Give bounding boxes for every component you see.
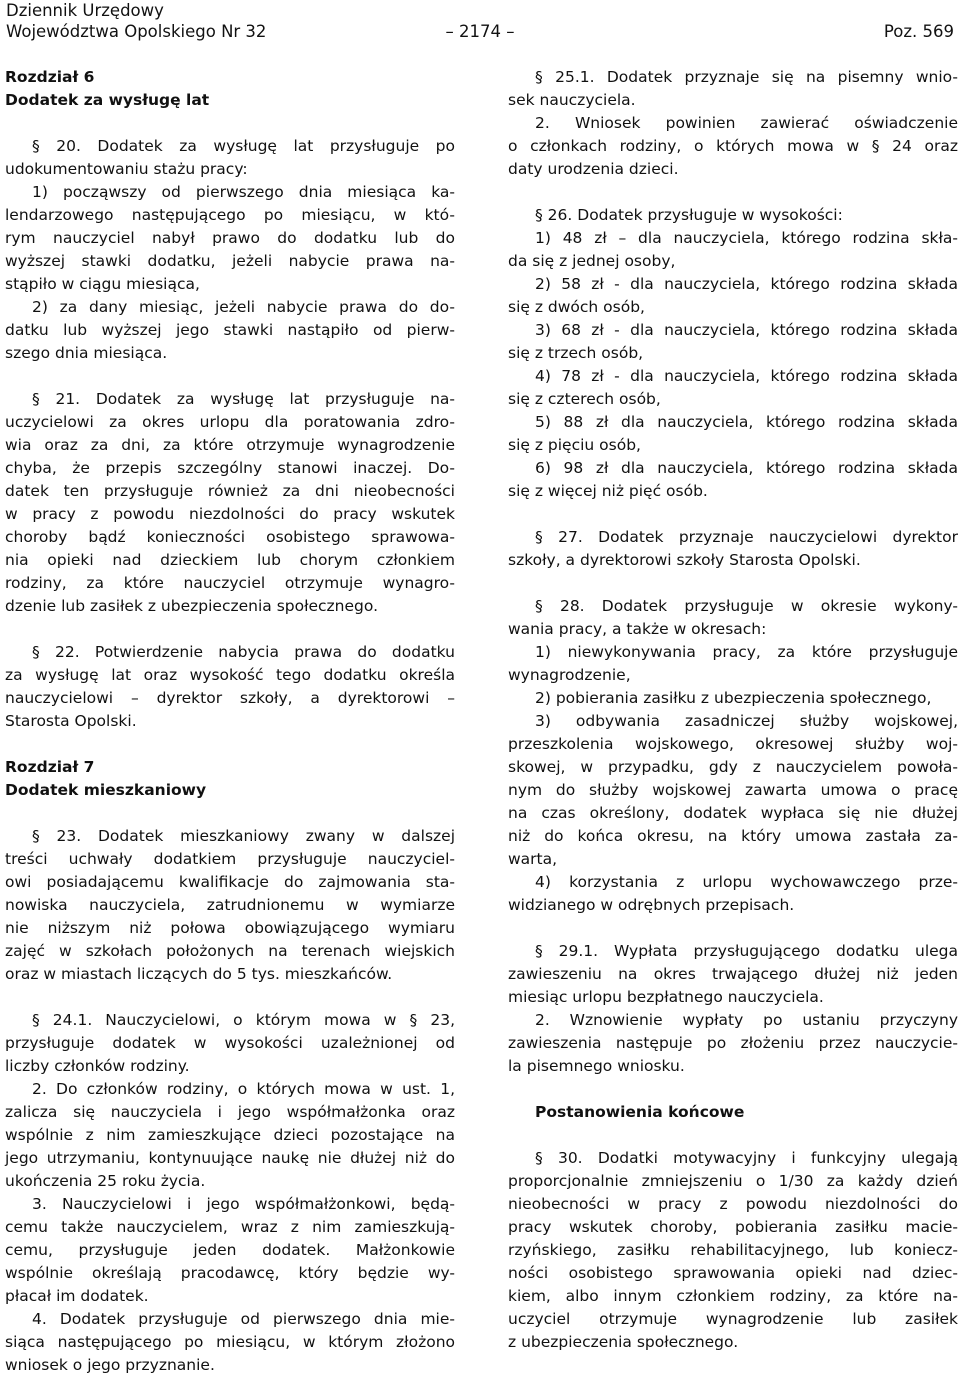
text-line: wia oraz za dni, za które otrzymuje wynagrodzenie: [5, 436, 455, 454]
text-line: za wysługę lat oraz wysokość tego dodatku określa: [5, 666, 455, 684]
text-line: rzyńskiego, zasiłku rehabilitacyjnego, lub koniecz-: [508, 1241, 958, 1259]
section-23: [5, 825, 455, 986]
text-line: nieobecności w pracy z powodu niezdolności do: [508, 1195, 958, 1213]
text-line: warta,: [508, 850, 558, 868]
text-line: 4. Dodatek przysługuje od pierwszego dnia mie-: [32, 1310, 455, 1328]
text-line: sek nauczyciela.: [508, 91, 636, 109]
text-line: zawieszeniu na okres trwającego dłużej niż jeden: [508, 965, 958, 983]
text-line: płacał im dodatek.: [5, 1287, 149, 1305]
text-line: się z dwóch osób,: [508, 298, 645, 316]
text-line: § 23. Dodatek mieszkaniowy zwany w dalszej: [32, 827, 455, 845]
section-22: [5, 641, 455, 733]
text-line: miesiąc urlopu bezpłatnego nauczyciela.: [508, 988, 824, 1006]
text-line: choroby bądź konieczności osobistego sprawowa-: [5, 528, 455, 546]
text-line: oraz w miastach liczących do 5 tys. mieszkańców.: [5, 965, 393, 983]
text-line: pracy wskutek choroby, pobierania zasiłku macie-: [508, 1218, 958, 1236]
text-line: się z więcej niż pięć osób.: [508, 482, 708, 500]
page-number: – 2174 –: [445, 22, 515, 41]
text-line: ności osobistego sprawowania opieki nad dziec-: [508, 1264, 958, 1282]
text-line: zalicza się nauczyciela i jego współmałżonka oraz: [5, 1103, 455, 1121]
text-line: się z czterech osób,: [508, 390, 661, 408]
left-column: [5, 66, 455, 1377]
text-line: nowiska nauczyciela, zatrudnionemu w wymiarze: [5, 896, 455, 914]
text-line: 2. Wniosek powinien zawierać oświadczenie: [535, 114, 958, 132]
text-line: 2. Do członków rodziny, o których mowa w ust. 1,: [32, 1080, 455, 1098]
text-line: 3) odbywania zasadniczej służby wojskowej,: [535, 712, 958, 730]
chapter-6-subtitle: Dodatek za wysługę lat: [5, 91, 210, 109]
text-line: Starosta Opolski.: [5, 712, 137, 730]
text-line: skowej, w przypadku, gdy z nauczycielem powoła-: [508, 758, 958, 776]
text-line: § 26. Dodatek przysługuje w wysokości:: [535, 206, 843, 224]
text-line: 1) począwszy od pierwszego dnia miesiąca ka-: [32, 183, 455, 201]
text-line: wyższej stawki dodatku, jeżeli nabycie prawa na-: [5, 252, 455, 270]
text-line: 5) 88 zł dla nauczyciela, którego rodzina składa: [535, 413, 958, 431]
text-line: 2. Wznowienie wypłaty po ustaniu przyczyny: [535, 1011, 958, 1029]
section-21: [5, 388, 455, 618]
position-number: Poz. 569: [883, 22, 954, 41]
text-line: § 29.1. Wypłata przysługującego dodatku ulega: [535, 942, 958, 960]
text-line: przeszkolenia wojskowego, okresowej służby woj-: [508, 735, 958, 753]
chapter-7-subtitle: Dodatek mieszkaniowy: [5, 781, 207, 799]
text-line: 4) 78 zł - dla nauczyciela, którego rodzina składa: [535, 367, 958, 385]
section-20: [5, 135, 455, 365]
text-line: da się z jednej osoby,: [508, 252, 676, 270]
final-provisions-title: Postanowienia końcowe: [535, 1103, 745, 1121]
section-24: [5, 1009, 455, 1377]
text-line: wspólnie określają pracodawcę, który będzie wy-: [5, 1264, 455, 1282]
text-line: 3. Nauczycielowi i jego współmałżonkowi, będą-: [32, 1195, 455, 1213]
text-line: na czas określony, dodatek wypłaca się nie dłużej: [508, 804, 958, 822]
text-line: § 30. Dodatki motywacyjny i funkcyjny ulegają: [535, 1149, 958, 1167]
text-line: lendarzowego następującego po miesiącu, w któ-: [5, 206, 455, 224]
text-line: w pracy z powodu niezdolności do pracy wskutek: [5, 505, 455, 523]
text-line: się z pięciu osób,: [508, 436, 641, 454]
section-28: [508, 595, 958, 917]
text-line: 1) 48 zł – dla nauczyciela, którego rodzina skła-: [535, 229, 958, 247]
text-line: nia opieki nad dzieckiem lub chorym członkiem: [5, 551, 455, 569]
text-line: 6) 98 zł dla nauczyciela, którego rodzina składa: [535, 459, 958, 477]
chapter-6-title: Rozdział 6: [5, 68, 95, 86]
text-line: § 28. Dodatek przysługuje w okresie wykony-: [535, 597, 958, 615]
text-line: ukończenia 25 roku życia.: [5, 1172, 206, 1190]
text-line: nauczycielowi – dyrektor szkoły, a dyrektorowi –: [5, 689, 455, 707]
text-line: wspólnie z nim zamieszkujące dzieci pozostające na: [5, 1126, 455, 1144]
text-line: o członkach rodziny, o których mowa w § 24 oraz: [508, 137, 958, 155]
journal-subtitle: Województwa Opolskiego Nr 32: [6, 22, 267, 41]
text-line: uczyciel otrzymuje wynagrodzenie lub zasiłek: [508, 1310, 958, 1328]
text-line: cemu także nauczycielem, wraz z nim zamieszkują-: [5, 1218, 455, 1236]
text-line: szkoły, a dyrektorowi szkoły Starosta Opolski.: [508, 551, 861, 569]
text-line: proporcjonalnie zmniejszeniu o 1/30 za każdy dzień: [508, 1172, 958, 1190]
page-header: [6, 0, 954, 42]
text-line: chyba, że przepis szczególny stanowi inaczej. Do-: [5, 459, 455, 477]
text-line: 1) niewykonywania pracy, za które przysługuje: [535, 643, 958, 661]
text-line: 4) korzystania z urlopu wychowawczego prze-: [535, 873, 958, 891]
text-line: przysługuje dodatek w wysokości uzależnionej od: [5, 1034, 455, 1052]
text-line: 2) 58 zł - dla nauczyciela, którego rodzina składa: [535, 275, 958, 293]
text-line: widzianego w odrębnych przepisach.: [508, 896, 795, 914]
text-line: szego dnia miesiąca.: [5, 344, 168, 362]
text-line: nie niższym niż połowa obowiązującego wymiaru: [5, 919, 455, 937]
text-line: § 27. Dodatek przyznaje nauczycielowi dyrektor: [535, 528, 958, 546]
text-line: dzenie lub zasiłek z ubezpieczenia społecznego.: [5, 597, 379, 615]
text-line: liczby członków rodziny.: [5, 1057, 190, 1075]
section-27: [508, 526, 958, 572]
text-line: niż do końca okresu, na który umowa zastała za-: [508, 827, 958, 845]
text-line: § 22. Potwierdzenie nabycia prawa do dodatku: [32, 643, 455, 661]
text-line: daty urodzenia dzieci.: [508, 160, 679, 178]
text-line: wynagrodzenie,: [508, 666, 631, 684]
text-line: rodziny, za które nauczyciel otrzymuje wynagro-: [5, 574, 455, 592]
text-line: § 21. Dodatek za wysługę lat przysługuje na-: [32, 390, 455, 408]
text-line: rym nauczyciel nabył prawo do dodatku lub do: [5, 229, 455, 247]
chapter-7-title: Rozdział 7: [5, 758, 95, 776]
text-line: treści uchwały dodatkiem przysługuje nauczyciel-: [5, 850, 455, 868]
section-30: [508, 1147, 958, 1354]
text-line: kiem, albo innym członkiem rodziny, za które na-: [508, 1287, 958, 1305]
text-line: uczycielowi za okres urlopu dla poratowania zdro-: [5, 413, 455, 431]
right-column: [508, 66, 958, 1354]
text-line: się z trzech osób,: [508, 344, 644, 362]
text-line: 2) za dany miesiąc, jeżeli nabycie prawa do do-: [32, 298, 455, 316]
text-line: § 20. Dodatek za wysługę lat przysługuje po: [32, 137, 455, 155]
text-line: jego utrzymaniu, kontynuujące naukę nie dłużej niż do: [5, 1149, 455, 1167]
text-line: stąpiło w ciągu miesiąca,: [5, 275, 200, 293]
text-line: 3) 68 zł - dla nauczyciela, którego rodzina składa: [535, 321, 958, 339]
section-29: [508, 940, 958, 1078]
text-line: owi posiadającemu kwalifikacje do zajmowania sta-: [5, 873, 455, 891]
section-25: [508, 66, 958, 181]
text-line: la pisemnego wniosku.: [508, 1057, 685, 1075]
section-26: [508, 204, 958, 503]
text-line: siąca następującego po miesiącu, w którym złożono: [5, 1333, 455, 1351]
text-line: § 24.1. Nauczycielowi, o którym mowa w § 23,: [32, 1011, 455, 1029]
text-line: zajęć w szkołach położonych na terenach wiejskich: [5, 942, 455, 960]
text-line: § 25.1. Dodatek przyznaje się na pisemny wnio-: [535, 68, 958, 86]
text-line: wania pracy, a także w okresach:: [508, 620, 767, 638]
text-line: datku lub wyższej jego stawki nastąpiło od pierw-: [5, 321, 455, 339]
text-line: nym do służby wojskowej zawarta umowa o pracę: [508, 781, 958, 799]
text-line: udokumentowaniu stażu pracy:: [5, 160, 248, 178]
text-line: 2) pobierania zasiłku z ubezpieczenia społecznego,: [535, 689, 932, 707]
text-line: cemu, przysługuje jeden dodatek. Małżonkowie: [5, 1241, 455, 1259]
text-line: wniosek o jego przyznanie.: [5, 1356, 215, 1374]
text-line: z ubezpieczenia społecznego.: [508, 1333, 739, 1351]
text-line: datek ten przysługuje również za dni nieobecności: [5, 482, 455, 500]
journal-title: Dziennik Urzędowy: [6, 1, 164, 20]
text-line: zawieszenia następuje po złożeniu przez nauczycie-: [508, 1034, 958, 1052]
